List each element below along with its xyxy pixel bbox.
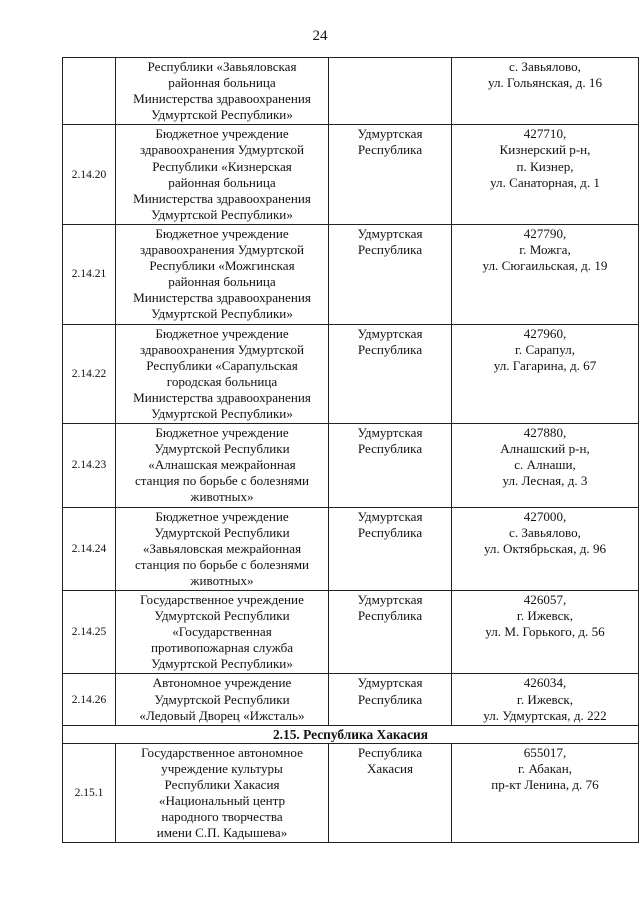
- region: Удмуртская Республика: [329, 324, 452, 424]
- row-number: 2.14.25: [63, 591, 116, 674]
- table-row: [63, 324, 639, 424]
- organization-name: Автономное учреждение Удмуртской Республики «Ледовый Дворец «Ижсталь»: [116, 674, 329, 725]
- table-row: [63, 58, 639, 125]
- table-row: [63, 743, 639, 843]
- organization-name: Бюджетное учреждение Удмуртской Республики «Завьяловская межрайонная станция по борьбе с болезнями животных»: [116, 507, 329, 590]
- table-row: [63, 424, 639, 507]
- row-number: 2.14.23: [63, 424, 116, 507]
- organization-name: Республики «Завьяловская районная больница Министерства здравоохранения Удмуртской Республики»: [116, 58, 329, 125]
- section-row: [63, 725, 639, 743]
- organization-name: Государственное учреждение Удмуртской Республики «Государственная противопожарная служба Удмуртской Республики»: [116, 591, 329, 674]
- region: Удмуртская Республика: [329, 591, 452, 674]
- row-number: 2.14.22: [63, 324, 116, 424]
- address: 426057, г. Ижевск, ул. М. Горького, д. 56: [452, 591, 639, 674]
- region: [329, 58, 452, 125]
- address: 427960, г. Сарапул, ул. Гагарина, д. 67: [452, 324, 639, 424]
- table-row: [63, 224, 639, 324]
- address: 427710, Кизнерский р-н, п. Кизнер, ул. Санаторная, д. 1: [452, 125, 639, 225]
- table-row: [63, 125, 639, 225]
- table-row: [63, 507, 639, 590]
- row-number: 2.14.20: [63, 125, 116, 225]
- address: 426034, г. Ижевск, ул. Удмуртская, д. 222: [452, 674, 639, 725]
- region: Удмуртская Республика: [329, 125, 452, 225]
- section-heading: 2.15. Республика Хакасия: [63, 725, 639, 743]
- row-number: 2.14.24: [63, 507, 116, 590]
- organization-name: Бюджетное учреждение здравоохранения Удмуртской Республики «Кизнерская районная больница Министерства здравоохранения Удмуртской Республики»: [116, 125, 329, 225]
- table-row: [63, 674, 639, 725]
- page-number: 24: [312, 28, 328, 44]
- address: 427790, г. Можга, ул. Сюгаильская, д. 19: [452, 224, 639, 324]
- region: Удмуртская Республика: [329, 224, 452, 324]
- region: Удмуртская Республика: [329, 507, 452, 590]
- row-number: 2.15.1: [63, 743, 116, 843]
- registry-table: [62, 57, 639, 843]
- address: 427880, Алнашский р-н, с. Алнаши, ул. Лесная, д. 3: [452, 424, 639, 507]
- row-number: 2.14.21: [63, 224, 116, 324]
- address: с. Завьялово, ул. Гольянская, д. 16: [452, 58, 639, 125]
- organization-name: Бюджетное учреждение Удмуртской Республики «Алнашская межрайонная станция по борьбе с болезнями животных»: [116, 424, 329, 507]
- organization-name: Бюджетное учреждение здравоохранения Удмуртской Республики «Можгинская районная больница Министерства здравоохранения Удмуртской Республики»: [116, 224, 329, 324]
- region: Удмуртская Республика: [329, 424, 452, 507]
- region: Республика Хакасия: [329, 743, 452, 843]
- organization-name: Государственное автономное учреждение культуры Республики Хакасия «Национальный центр народного творчества имени С.П. Кадышева»: [116, 743, 329, 843]
- row-number: [63, 58, 116, 125]
- organization-name: Бюджетное учреждение здравоохранения Удмуртской Республики «Сарапульская городская больница Министерства здравоохранения Удмуртской Республики»: [116, 324, 329, 424]
- region: Удмуртская Республика: [329, 674, 452, 725]
- row-number: 2.14.26: [63, 674, 116, 725]
- address: 427000, с. Завьялово, ул. Октябрьская, д. 96: [452, 507, 639, 590]
- address: 655017, г. Абакан, пр-кт Ленина, д. 76: [452, 743, 639, 843]
- table-row: [63, 591, 639, 674]
